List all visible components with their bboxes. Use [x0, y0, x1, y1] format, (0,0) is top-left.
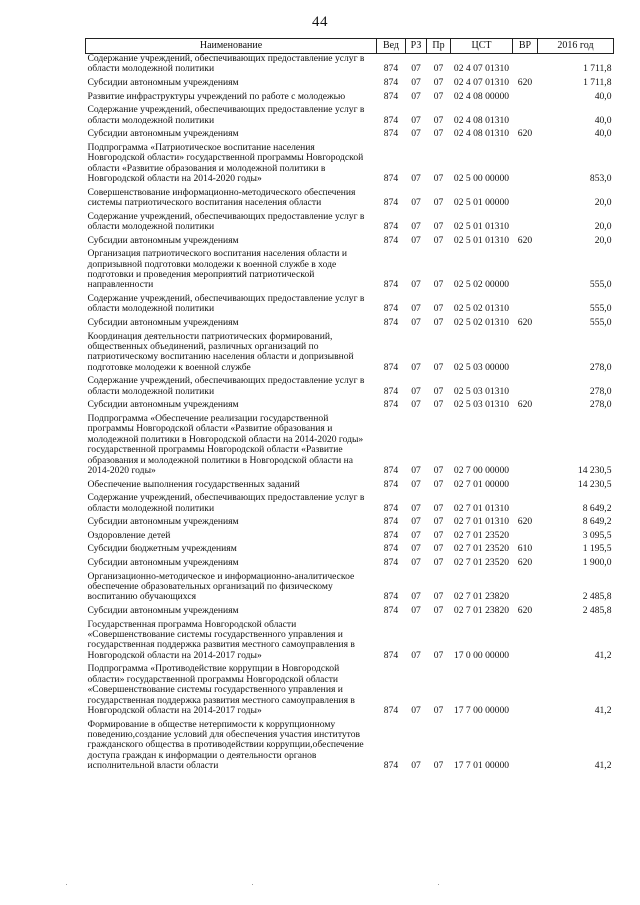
- cell-rz: 07: [411, 591, 421, 603]
- cell-pr: 07: [433, 128, 444, 140]
- cell-ved: 874: [383, 234, 399, 246]
- table-row: [86, 92, 614, 106]
- cell-ved: 874: [383, 605, 399, 616]
- cell-pr: 07: [433, 649, 444, 661]
- table-row: [86, 105, 614, 129]
- cell-cst: 02 5 03 01310: [453, 385, 510, 397]
- cell-vr: [513, 493, 538, 517]
- header-vr: ВР: [513, 39, 538, 54]
- header-rz: РЗ: [406, 39, 427, 54]
- cell-pr: 07: [433, 605, 444, 616]
- cell-cst: 02 4 08 01310: [453, 114, 510, 126]
- cell-rz: 07: [411, 303, 421, 315]
- cell-cst: 02 4 07 01310: [453, 77, 510, 88]
- header-ved: Вед: [377, 39, 406, 54]
- table-row: [86, 572, 614, 606]
- cell-pr: 07: [433, 303, 444, 315]
- cell-name: Содержание учреждений, обеспечивающих предоставление услуг в области молодежной политики: [87, 53, 365, 75]
- cell-rz: 07: [411, 760, 421, 772]
- cell-cst: 02 4 08 00000: [453, 90, 510, 102]
- cell-sum: 20,0: [594, 221, 612, 232]
- cell-name: Подпрограмма «Обеспечение реализации государственной программы Новгородской области «Развитие образования и молодежной политики в Новгородской области на 2014-2020 годы» государственной программы Новгородской области «Развитие образования и молодежной политики в Новгородской области на 2014-2020 годы»: [87, 413, 364, 477]
- cell-name: Совершенствование информационно-методического обеспечения системы патриотического воспитания населения области: [87, 186, 356, 208]
- table-row: [86, 78, 614, 92]
- cell-rz: 07: [411, 361, 421, 373]
- cell-rz: 07: [411, 173, 421, 184]
- cell-name: Развитие инфраструктуры учреждений по работе с молодежью: [87, 90, 346, 102]
- cell-sum: 40,0: [594, 90, 612, 102]
- cell-vr: [513, 105, 538, 129]
- cell-rz: 07: [411, 114, 421, 126]
- cell-sum: 1 195,5: [582, 543, 612, 555]
- table-row: [86, 332, 614, 377]
- cell-ved: 874: [383, 557, 399, 568]
- cell-pr: 07: [433, 591, 444, 603]
- cell-ved: 874: [383, 478, 399, 490]
- cell-vr: 620: [517, 128, 533, 140]
- cell-ved: 874: [383, 303, 399, 315]
- cell-rz: 07: [411, 649, 421, 661]
- cell-vr: [513, 480, 538, 494]
- cell-name: Оздоровление детей: [87, 529, 171, 541]
- table-row: [86, 531, 614, 545]
- cell-sum: 20,0: [594, 234, 612, 246]
- table-row: [86, 318, 614, 332]
- cell-name: Подпрограмма «Противодействие коррупции в Новгородской области» государственной программы Новгородской области «Совершенствование системы государственного управления и государственная поддержка развития местного самоуправления в Новгородской области на 2014-2017 годы»: [87, 663, 355, 717]
- cell-vr: [513, 92, 538, 106]
- cell-pr: 07: [433, 63, 444, 75]
- cell-ved: 874: [383, 465, 399, 477]
- cell-cst: 02 5 02 01310: [453, 303, 510, 315]
- cell-ved: 874: [383, 502, 399, 514]
- cell-rz: 07: [411, 197, 421, 208]
- cell-pr: 07: [433, 317, 444, 328]
- cell-vr: [513, 294, 538, 318]
- cell-ved: 874: [383, 114, 399, 126]
- table-row: [86, 188, 614, 212]
- table-row: [86, 414, 614, 480]
- cell-name: Организационно-методическое и информационно-аналитическое обеспечение образовательных организаций по физическому воспитанию обучающихся: [87, 570, 355, 603]
- cell-rz: 07: [411, 221, 421, 232]
- cell-name: Формирование в обществе нетерпимости к коррупционному поведению,создание условий для обеспечения участия институтов гражданского общества в противодействии коррупции,обеспечение доступа граждан к информации о деятельности органов исполнительной власти области: [87, 718, 364, 772]
- cell-sum: 278,0: [589, 399, 612, 411]
- cell-vr: 620: [517, 605, 533, 616]
- cell-sum: 555,0: [589, 279, 612, 291]
- cell-pr: 07: [433, 279, 444, 291]
- cell-sum: 2 485,8: [582, 605, 612, 616]
- cell-pr: 07: [433, 90, 444, 102]
- cell-cst: 02 4 07 01310: [453, 63, 510, 75]
- cell-cst: 02 5 03 00000: [453, 361, 510, 373]
- cell-sum: 40,0: [594, 128, 612, 140]
- cell-pr: 07: [433, 760, 444, 772]
- table-row: [86, 517, 614, 531]
- cell-name: Субсидии автономным учреждениям: [87, 516, 239, 528]
- cell-cst: 02 5 01 01310: [453, 221, 510, 232]
- cell-ved: 874: [383, 63, 399, 75]
- cell-cst: 02 5 02 01310: [453, 317, 510, 328]
- cell-ved: 874: [383, 760, 399, 772]
- cell-vr: [513, 620, 538, 665]
- cell-cst: 02 7 01 23820: [453, 591, 510, 603]
- cell-cst: 02 5 02 00000: [453, 279, 510, 291]
- cell-sum: 41,2: [594, 760, 612, 772]
- cell-ved: 874: [383, 529, 399, 541]
- cell-name: Координация деятельности патриотических формирований, общественных объединений, различных организаций по патриотическому воспитанию населения области и допризывной подготовке молодежи к военной службе: [87, 330, 354, 373]
- cell-ved: 874: [383, 361, 399, 373]
- cell-sum: 41,2: [594, 649, 612, 661]
- cell-pr: 07: [433, 465, 444, 477]
- table-row: [86, 493, 614, 517]
- table-row: [86, 664, 614, 719]
- cell-cst: 02 7 01 00000: [453, 478, 510, 490]
- cell-vr: 620: [517, 77, 533, 88]
- cell-name: Субсидии автономным учреждениям: [87, 234, 239, 246]
- cell-name: Содержание учреждений, обеспечивающих предоставление услуг в области молодежной политики: [87, 210, 365, 232]
- cell-rz: 07: [411, 529, 421, 541]
- cell-sum: 14 230,5: [577, 465, 612, 477]
- cell-cst: 02 7 00 00000: [453, 465, 510, 477]
- cell-name: Содержание учреждений, обеспечивающих предоставление услуг в области молодежной политики: [87, 492, 365, 514]
- cell-name: Обеспечение выполнения государственных заданий: [87, 478, 300, 490]
- cell-name: Субсидии автономным учреждениям: [87, 605, 239, 616]
- cell-pr: 07: [433, 543, 444, 555]
- cell-rz: 07: [411, 502, 421, 514]
- header-pr: Пр: [427, 39, 451, 54]
- table-row: [86, 620, 614, 665]
- cell-sum: 1 711,8: [583, 63, 612, 75]
- cell-vr: 620: [517, 557, 533, 568]
- cell-pr: 07: [433, 705, 444, 717]
- cell-pr: 07: [433, 399, 444, 411]
- header-name: Наименование: [86, 39, 377, 54]
- cell-name: Субсидии автономным учреждениям: [87, 128, 239, 140]
- cell-pr: 07: [433, 361, 444, 373]
- budget-table: [85, 38, 614, 775]
- cell-sum: 41,2: [594, 705, 612, 717]
- cell-ved: 874: [383, 543, 399, 555]
- header-cst: ЦСТ: [451, 39, 513, 54]
- table-row: [86, 606, 614, 620]
- cell-vr: [513, 212, 538, 236]
- table-row: [86, 480, 614, 494]
- cell-vr: [513, 414, 538, 480]
- header-sum: 2016 год: [538, 39, 614, 54]
- cell-ved: 874: [383, 649, 399, 661]
- cell-ved: 874: [383, 705, 399, 717]
- cell-cst: 02 5 00 00000: [453, 173, 510, 184]
- cell-vr: [513, 720, 538, 775]
- cell-vr: [513, 664, 538, 719]
- cell-rz: 07: [411, 63, 421, 75]
- cell-rz: 07: [411, 234, 421, 246]
- cell-rz: 07: [411, 317, 421, 328]
- cell-ved: 874: [383, 399, 399, 411]
- cell-pr: 07: [433, 385, 444, 397]
- cell-sum: 1 900,0: [582, 557, 612, 568]
- cell-name: Субсидии автономным учреждениям: [87, 317, 239, 328]
- cell-rz: 07: [411, 399, 421, 411]
- cell-sum: 278,0: [589, 361, 612, 373]
- cell-sum: 8 649,2: [582, 516, 612, 528]
- cell-ved: 874: [383, 279, 399, 291]
- cell-name: Субсидии бюджетным учреждениям: [87, 543, 237, 555]
- cell-cst: 02 7 01 23520: [453, 557, 510, 568]
- cell-name: Содержание учреждений, обеспечивающих предоставление услуг в области молодежной политики: [87, 104, 365, 126]
- cell-name: Подпрограмма «Патриотическое воспитание населения Новгородской области» государственной программы Новгородской области «Развитие образования и молодежной политики в Новгородской области на 2014-2020 годы»: [87, 141, 364, 184]
- cell-sum: 278,0: [589, 385, 612, 397]
- cell-cst: 02 5 03 01310: [453, 399, 510, 411]
- cell-name: Организация патриотического воспитания населения области и допризывной подготовки молодежи к военной службе в ходе подготовки и проведения мероприятий патриотической направленности: [87, 248, 348, 291]
- table-row: [86, 212, 614, 236]
- table-row: [86, 249, 614, 294]
- cell-cst: 02 7 01 01310: [453, 502, 510, 514]
- cell-rz: 07: [411, 77, 421, 88]
- scan-speck: [438, 884, 439, 885]
- cell-ved: 874: [383, 317, 399, 328]
- cell-sum: 555,0: [589, 303, 612, 315]
- cell-pr: 07: [433, 221, 444, 232]
- cell-vr: [513, 376, 538, 400]
- scan-speck: [66, 884, 67, 885]
- cell-rz: 07: [411, 705, 421, 717]
- cell-cst: 17 7 00 00000: [453, 705, 510, 717]
- cell-sum: 8 649,2: [582, 502, 612, 514]
- cell-name: Субсидии автономным учреждениям: [87, 557, 239, 568]
- scan-speck: [252, 884, 253, 885]
- cell-name: Государственная программа Новгородской области «Совершенствование системы государственного управления и государственная поддержка развития местного самоуправления в Новгородской области на 2014-2017 годы»: [87, 618, 355, 661]
- cell-pr: 07: [433, 502, 444, 514]
- cell-cst: 02 7 01 23520: [453, 543, 510, 555]
- cell-vr: 610: [517, 543, 533, 555]
- cell-vr: 620: [517, 516, 533, 528]
- cell-ved: 874: [383, 221, 399, 232]
- cell-rz: 07: [411, 557, 421, 568]
- cell-vr: [513, 572, 538, 606]
- cell-vr: [513, 249, 538, 294]
- cell-ved: 874: [383, 90, 399, 102]
- cell-ved: 874: [383, 173, 399, 184]
- cell-pr: 07: [433, 234, 444, 246]
- cell-cst: 02 7 01 23820: [453, 605, 510, 616]
- table-row: [86, 54, 614, 79]
- cell-rz: 07: [411, 465, 421, 477]
- table-row: [86, 129, 614, 143]
- page-number: 44: [312, 14, 328, 30]
- cell-cst: 02 7 01 23520: [453, 529, 510, 541]
- table-row: [86, 143, 614, 188]
- cell-ved: 874: [383, 197, 399, 208]
- cell-ved: 874: [383, 128, 399, 140]
- cell-sum: 14 230,5: [577, 478, 612, 490]
- cell-sum: 853,0: [589, 173, 612, 184]
- table-row: [86, 294, 614, 318]
- cell-pr: 07: [433, 197, 444, 208]
- cell-ved: 874: [383, 385, 399, 397]
- cell-ved: 874: [383, 516, 399, 528]
- cell-cst: 02 7 01 01310: [453, 516, 510, 528]
- cell-vr: [513, 332, 538, 377]
- cell-pr: 07: [433, 77, 444, 88]
- cell-name: Содержание учреждений, обеспечивающих предоставление услуг в области молодежной политики: [87, 375, 365, 397]
- table-header-row: [86, 39, 614, 54]
- cell-vr: [513, 188, 538, 212]
- cell-sum: 555,0: [589, 317, 612, 328]
- cell-rz: 07: [411, 279, 421, 291]
- cell-pr: 07: [433, 516, 444, 528]
- cell-sum: 40,0: [594, 114, 612, 126]
- cell-name: Субсидии автономным учреждениям: [87, 399, 239, 411]
- cell-cst: 02 5 01 00000: [453, 197, 510, 208]
- cell-ved: 874: [383, 77, 399, 88]
- cell-rz: 07: [411, 90, 421, 102]
- cell-cst: 17 0 00 00000: [453, 649, 510, 661]
- cell-rz: 07: [411, 605, 421, 616]
- cell-rz: 07: [411, 478, 421, 490]
- cell-vr: 620: [517, 234, 533, 246]
- cell-vr: [513, 143, 538, 188]
- table-row: [86, 400, 614, 414]
- cell-cst: 17 7 01 00000: [453, 760, 510, 772]
- cell-vr: [513, 54, 538, 79]
- cell-vr: 620: [517, 399, 533, 411]
- cell-sum: 1 711,8: [583, 77, 612, 88]
- table-row: [86, 558, 614, 572]
- cell-ved: 874: [383, 591, 399, 603]
- cell-vr: 620: [517, 317, 533, 328]
- cell-rz: 07: [411, 385, 421, 397]
- cell-pr: 07: [433, 529, 444, 541]
- cell-pr: 07: [433, 478, 444, 490]
- cell-sum: 20,0: [594, 197, 612, 208]
- cell-pr: 07: [433, 114, 444, 126]
- cell-sum: 3 095,5: [582, 529, 612, 541]
- table-row: [86, 720, 614, 775]
- cell-vr: [513, 531, 538, 545]
- cell-rz: 07: [411, 543, 421, 555]
- table-row: [86, 544, 614, 558]
- cell-name: Содержание учреждений, обеспечивающих предоставление услуг в области молодежной политики: [87, 293, 365, 315]
- table-row: [86, 236, 614, 250]
- cell-sum: 2 485,8: [582, 591, 612, 603]
- cell-rz: 07: [411, 128, 421, 140]
- cell-pr: 07: [433, 557, 444, 568]
- table-row: [86, 376, 614, 400]
- cell-pr: 07: [433, 173, 444, 184]
- cell-cst: 02 5 01 01310: [453, 234, 510, 246]
- cell-name: Субсидии автономным учреждениям: [87, 77, 239, 88]
- cell-cst: 02 4 08 01310: [453, 128, 510, 140]
- cell-rz: 07: [411, 516, 421, 528]
